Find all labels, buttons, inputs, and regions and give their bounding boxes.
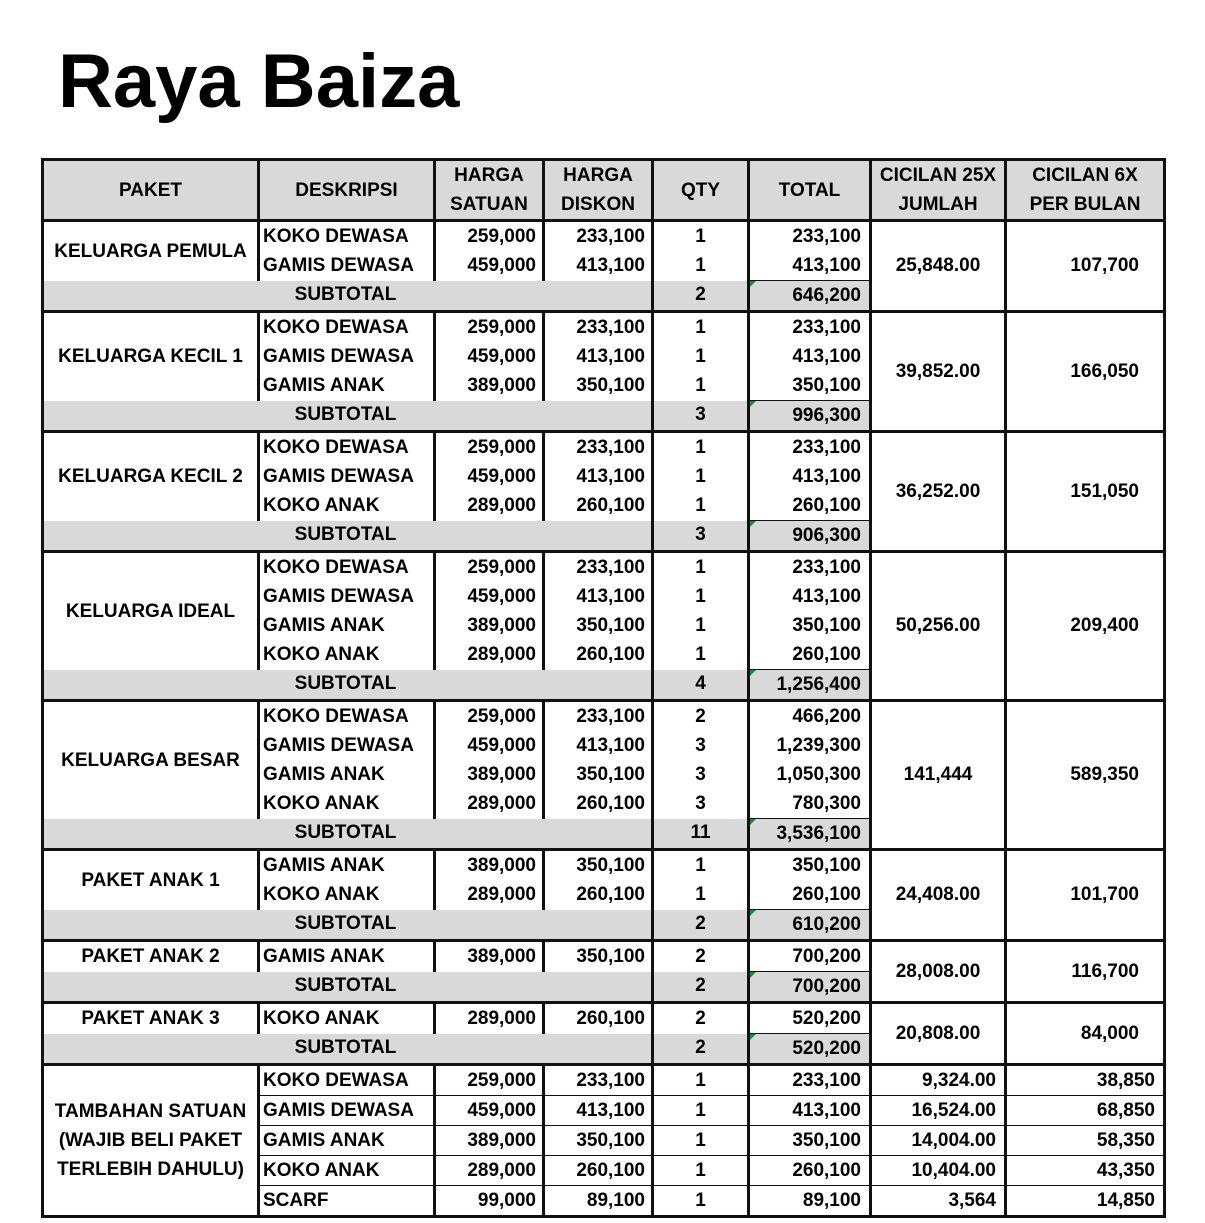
item-harga-diskon: 350,100 [544,941,653,972]
item-description: KOKO ANAK [259,491,435,521]
subtotal-total: 1,256,400 [749,670,871,701]
item-description: KOKO DEWASA [259,1065,435,1096]
item-total: 233,100 [749,221,871,252]
item-qty: 1 [653,462,749,491]
item-qty: 1 [653,312,749,343]
item-total: 520,200 [749,1003,871,1034]
subtotal-total: 996,300 [749,401,871,432]
header-harga-satuan-line1: HARGA [454,165,524,186]
cicilan-25x-value: 10,404.00 [871,1156,1006,1186]
item-harga-satuan: 289,000 [435,491,544,521]
item-qty: 3 [653,789,749,819]
item-qty: 2 [653,701,749,732]
header-harga-satuan [435,160,544,221]
item-description: KOKO ANAK [259,1003,435,1034]
item-row [43,941,1165,972]
header-cicilan-25x-line1: CICILAN 25X [879,165,997,186]
item-harga-diskon: 413,100 [544,251,653,281]
item-total: 260,100 [792,883,861,905]
header-deskripsi: DESKRIPSI [259,160,435,221]
item-total: 413,100 [792,345,861,367]
item-total: 350,100 [792,614,861,636]
header-total: TOTAL [749,160,871,221]
price-table [41,158,1166,1218]
header-cicilan-6x-line2: PER BULAN [1029,194,1141,215]
cicilan-6x-value: 68,850 [1006,1096,1165,1126]
item-qty: 2 [653,1003,749,1034]
item-row [43,312,1165,343]
subtotal-qty: 2 [653,1034,749,1065]
item-total: 466,200 [749,701,871,732]
price-table-body [43,221,1165,1217]
item-harga-diskon: 233,100 [544,432,653,463]
tambahan-row [43,1065,1165,1096]
package-name: KELUARGA BESAR [43,701,259,819]
item-harga-satuan: 459,000 [435,582,544,611]
item-qty: 1 [653,1126,749,1156]
item-description: GAMIS DEWASA [259,462,435,491]
item-qty: 1 [653,880,749,910]
item-row [43,552,1165,583]
item-harga-diskon: 413,100 [544,462,653,491]
cicilan-6x-value: 209,400 [1006,552,1165,701]
item-harga-diskon: 260,100 [544,1156,653,1186]
item-harga-satuan: 389,000 [435,760,544,789]
item-description: KOKO DEWASA [259,312,435,343]
item-row [43,221,1165,252]
item-harga-satuan: 289,000 [435,880,544,910]
header-row [43,160,1165,221]
subtotal-label: SUBTOTAL [43,281,653,312]
item-total: 233,100 [749,1065,871,1096]
package-name: KELUARGA IDEAL [43,552,259,670]
item-harga-diskon: 233,100 [544,552,653,583]
header-harga-diskon [544,160,653,221]
subtotal-label: SUBTOTAL [43,1034,653,1065]
item-total: 413,100 [792,254,861,276]
item-qty: 1 [653,1186,749,1217]
subtotal-total: 520,200 [749,1034,871,1065]
item-total: 260,100 [792,494,861,516]
item-description: KOKO ANAK [259,640,435,670]
item-harga-satuan: 389,000 [435,850,544,881]
subtotal-qty: 2 [653,910,749,941]
item-total: 350,100 [749,850,871,881]
item-qty: 1 [653,1156,749,1186]
item-harga-satuan: 389,000 [435,371,544,401]
item-harga-diskon: 233,100 [544,221,653,252]
item-description: GAMIS ANAK [259,1126,435,1156]
cicilan-6x-value: 166,050 [1006,312,1165,432]
item-harga-diskon: 260,100 [544,491,653,521]
item-harga-diskon: 260,100 [544,1003,653,1034]
item-row [43,1003,1165,1034]
cicilan-6x-value: 43,350 [1006,1156,1165,1186]
item-description: GAMIS DEWASA [259,251,435,281]
item-qty: 1 [653,611,749,640]
header-cicilan-6x-line1: CICILAN 6X [1032,165,1138,186]
subtotal-qty: 4 [653,670,749,701]
item-qty: 1 [653,640,749,670]
cicilan-25x-value: 16,524.00 [871,1096,1006,1126]
item-qty: 1 [653,1096,749,1126]
item-qty: 3 [653,760,749,789]
item-harga-satuan: 289,000 [435,789,544,819]
item-harga-satuan: 259,000 [435,701,544,732]
cicilan-25x-value: 9,324.00 [871,1065,1006,1096]
item-harga-satuan: 289,000 [435,1156,544,1186]
tambahan-package-name: TAMBAHAN SATUAN (WAJIB BELI PAKET TERLEBIH DAHULU) [43,1065,259,1217]
package-name: KELUARGA PEMULA [43,221,259,281]
item-harga-satuan: 99,000 [435,1186,544,1217]
item-harga-satuan: 459,000 [435,342,544,371]
cicilan-25x-value: 20,808.00 [871,1003,1006,1065]
item-qty: 3 [653,731,749,760]
item-total: 350,100 [792,374,861,396]
header-cicilan-6x [1006,160,1165,221]
cicilan-6x-value: 116,700 [1006,941,1165,1003]
item-total: 1,239,300 [776,734,861,756]
item-row [43,701,1165,732]
item-description: GAMIS ANAK [259,371,435,401]
item-harga-diskon: 260,100 [544,789,653,819]
item-total: 413,100 [749,1096,871,1126]
cicilan-25x-value: 24,408.00 [871,850,1006,941]
item-harga-satuan: 259,000 [435,432,544,463]
cicilan-6x-value: 58,350 [1006,1126,1165,1156]
subtotal-label: SUBTOTAL [43,670,653,701]
cicilan-6x-value: 101,700 [1006,850,1165,941]
item-qty: 1 [653,251,749,281]
item-description: GAMIS DEWASA [259,731,435,760]
item-harga-satuan: 259,000 [435,312,544,343]
subtotal-label: SUBTOTAL [43,521,653,552]
item-harga-satuan: 459,000 [435,1096,544,1126]
item-harga-satuan: 389,000 [435,611,544,640]
item-harga-diskon: 350,100 [544,371,653,401]
header-harga-diskon-line1: HARGA [563,165,633,186]
package-name: PAKET ANAK 3 [43,1003,259,1034]
subtotal-label: SUBTOTAL [43,972,653,1003]
subtotal-qty: 3 [653,521,749,552]
item-harga-satuan: 459,000 [435,251,544,281]
item-total: 260,100 [749,1156,871,1186]
page-title: Raya Baiza [58,39,460,124]
item-qty: 1 [653,432,749,463]
item-total: 89,100 [749,1186,871,1217]
cicilan-25x-value: 28,008.00 [871,941,1006,1003]
subtotal-total: 700,200 [749,972,871,1003]
item-total: 1,050,300 [776,763,861,785]
subtotal-label: SUBTOTAL [43,401,653,432]
subtotal-total: 906,300 [749,521,871,552]
item-description: KOKO ANAK [259,880,435,910]
item-qty: 1 [653,850,749,881]
cicilan-25x-value: 36,252.00 [871,432,1006,552]
item-qty: 2 [653,941,749,972]
header-harga-diskon-line2: DISKON [561,194,635,215]
item-harga-diskon: 350,100 [544,850,653,881]
item-harga-satuan: 289,000 [435,1003,544,1034]
cicilan-25x-value: 50,256.00 [871,552,1006,701]
cicilan-6x-value: 14,850 [1006,1186,1165,1217]
item-qty: 1 [653,342,749,371]
item-description: SCARF [259,1186,435,1217]
item-description: KOKO DEWASA [259,221,435,252]
item-harga-diskon: 260,100 [544,640,653,670]
subtotal-total: 3,536,100 [749,819,871,850]
subtotal-qty: 2 [653,281,749,312]
cicilan-25x-value: 141,444 [871,701,1006,850]
item-harga-satuan: 459,000 [435,731,544,760]
cicilan-25x-value: 14,004.00 [871,1126,1006,1156]
item-harga-diskon: 350,100 [544,760,653,789]
item-description: GAMIS DEWASA [259,342,435,371]
package-name: PAKET ANAK 1 [43,850,259,910]
item-description: KOKO DEWASA [259,432,435,463]
header-cicilan-25x [871,160,1006,221]
item-description: GAMIS DEWASA [259,582,435,611]
item-total: 260,100 [792,643,861,665]
item-description: KOKO DEWASA [259,701,435,732]
cicilan-25x-value: 3,564 [871,1186,1006,1217]
item-total: 700,200 [749,941,871,972]
package-name: KELUARGA KECIL 2 [43,432,259,521]
cicilan-6x-value: 38,850 [1006,1065,1165,1096]
item-description: KOKO DEWASA [259,552,435,583]
package-name: KELUARGA KECIL 1 [43,312,259,401]
header-paket: PAKET [43,160,259,221]
item-total: 233,100 [749,312,871,343]
item-description: GAMIS ANAK [259,760,435,789]
item-qty: 1 [653,371,749,401]
subtotal-total: 646,200 [749,281,871,312]
item-harga-diskon: 350,100 [544,611,653,640]
item-qty: 1 [653,552,749,583]
cicilan-25x-value: 39,852.00 [871,312,1006,432]
item-description: GAMIS ANAK [259,850,435,881]
item-total: 233,100 [749,432,871,463]
item-qty: 1 [653,221,749,252]
item-row [43,850,1165,881]
item-harga-diskon: 233,100 [544,1065,653,1096]
item-harga-diskon: 413,100 [544,731,653,760]
item-harga-satuan: 389,000 [435,1126,544,1156]
subtotal-total: 610,200 [749,910,871,941]
item-harga-diskon: 89,100 [544,1186,653,1217]
item-qty: 1 [653,1065,749,1096]
item-row [43,432,1165,463]
subtotal-qty: 11 [653,819,749,850]
subtotal-qty: 3 [653,401,749,432]
item-harga-satuan: 389,000 [435,941,544,972]
item-total: 413,100 [792,585,861,607]
header-harga-satuan-line2: SATUAN [450,194,528,215]
cicilan-6x-value: 151,050 [1006,432,1165,552]
item-total: 413,100 [792,465,861,487]
subtotal-label: SUBTOTAL [43,910,653,941]
item-description: GAMIS ANAK [259,611,435,640]
item-total: 780,300 [792,792,861,814]
item-harga-diskon: 413,100 [544,1096,653,1126]
item-description: GAMIS DEWASA [259,1096,435,1126]
item-description: KOKO ANAK [259,789,435,819]
item-qty: 1 [653,582,749,611]
item-harga-diskon: 413,100 [544,342,653,371]
item-harga-diskon: 233,100 [544,312,653,343]
item-qty: 1 [653,491,749,521]
item-harga-satuan: 259,000 [435,1065,544,1096]
item-harga-diskon: 260,100 [544,880,653,910]
header-cicilan-25x-line2: JUMLAH [898,194,978,215]
item-harga-satuan: 259,000 [435,552,544,583]
cicilan-6x-value: 107,700 [1006,221,1165,312]
item-description: KOKO ANAK [259,1156,435,1186]
item-harga-satuan: 289,000 [435,640,544,670]
cicilan-6x-value: 84,000 [1006,1003,1165,1065]
header-qty: QTY [653,160,749,221]
subtotal-label: SUBTOTAL [43,819,653,850]
cicilan-25x-value: 25,848.00 [871,221,1006,312]
item-total: 233,100 [749,552,871,583]
item-harga-diskon: 233,100 [544,701,653,732]
item-description: GAMIS ANAK [259,941,435,972]
subtotal-qty: 2 [653,972,749,1003]
item-total: 350,100 [749,1126,871,1156]
item-harga-satuan: 259,000 [435,221,544,252]
cicilan-6x-value: 589,350 [1006,701,1165,850]
package-name: PAKET ANAK 2 [43,941,259,972]
item-harga-diskon: 350,100 [544,1126,653,1156]
item-harga-diskon: 413,100 [544,582,653,611]
item-harga-satuan: 459,000 [435,462,544,491]
